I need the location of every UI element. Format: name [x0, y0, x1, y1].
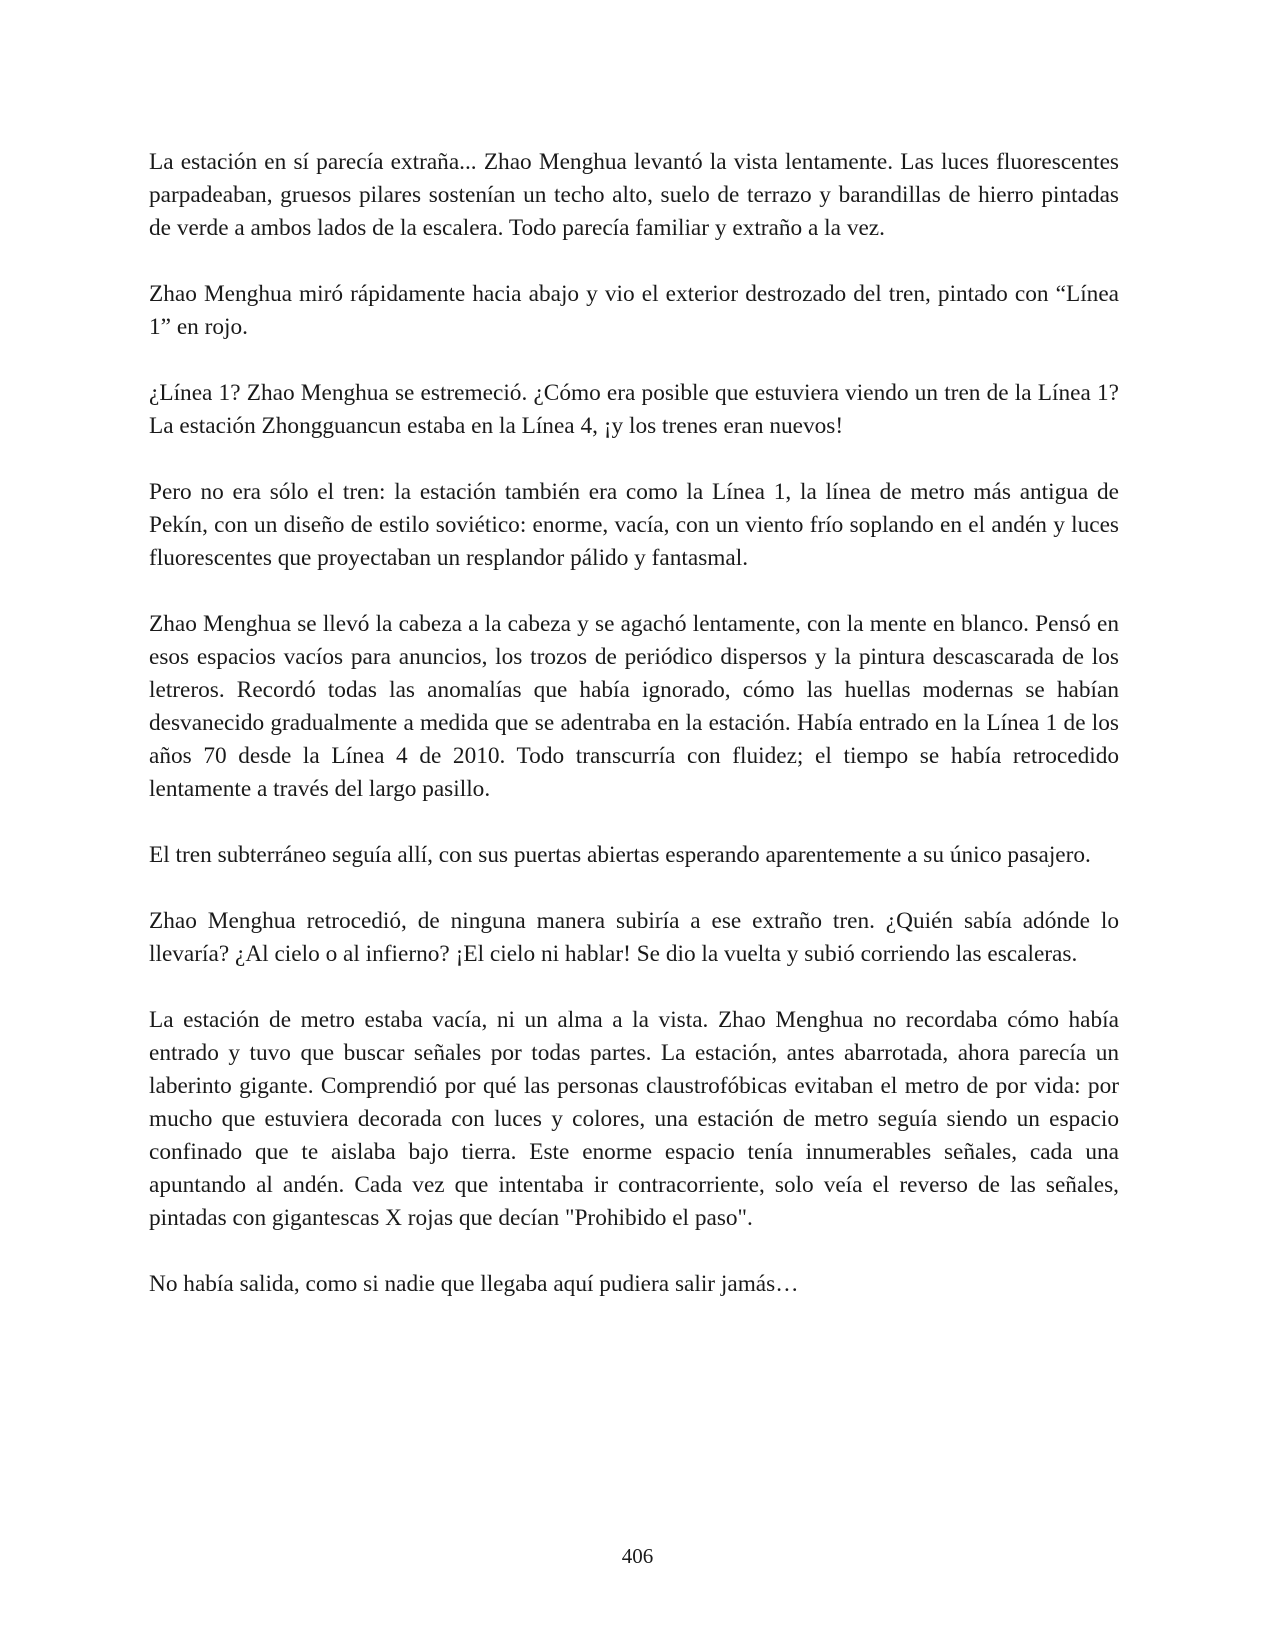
paragraph: La estación en sí parecía extraña... Zhao Menghua levantó la vista lentamente. Las luces fluorescentes parpadeaban, gruesos pilares sostenían un techo alto, suelo de terrazo y barandillas de hierro pintadas de verde a ambos lados de la escalera. Todo parecía familiar y extraño a la vez.: [149, 149, 1119, 241]
paragraph: Zhao Menghua retrocedió, de ninguna manera subiría a ese extraño tren. ¿Quién sabía adónde lo llevaría? ¿Al cielo o al infierno? ¡El cielo ni hablar! Se dio la vuelta y subió corriendo las escaleras.: [149, 908, 1119, 967]
body-text: [149, 146, 1119, 1334]
paragraph: ¿Línea 1? Zhao Menghua se estremeció. ¿Cómo era posible que estuviera viendo un tren de la Línea 1? La estación Zhongguancun estaba en la Línea 4, ¡y los trenes eran nuevos!: [149, 380, 1119, 439]
paragraph: Pero no era sólo el tren: la estación también era como la Línea 1, la línea de metro más antigua de Pekín, con un diseño de estilo soviético: enorme, vacía, con un viento frío soplando en el andén y luces fluorescentes que proyectaban un resplandor pálido y fantasmal.: [149, 479, 1119, 571]
paragraph: Zhao Menghua se llevó la cabeza a la cabeza y se agachó lentamente, con la mente en blanco. Pensó en esos espacios vacíos para anuncios, los trozos de periódico dispersos y la pintura descascarada de los letreros. Recordó todas las anomalías que había ignorado, cómo las huellas modernas se habían desvanecido gradualmente a medida que se adentraba en la estación. Había entrado en la Línea 1 de los años 70 desde la Línea 4 de 2010. Todo transcurría con fluidez; el tiempo se había retrocedido lentamente a través del largo pasillo.: [149, 611, 1119, 802]
paragraph: El tren subterráneo seguía allí, con sus puertas abiertas esperando aparentemente a su único pasajero.: [149, 842, 1091, 868]
paragraph: Zhao Menghua miró rápidamente hacia abajo y vio el exterior destrozado del tren, pintado con “Línea 1” en rojo.: [149, 281, 1119, 340]
page-number: 406: [621, 1544, 654, 1568]
paragraph: La estación de metro estaba vacía, ni un alma a la vista. Zhao Menghua no recordaba cómo había entrado y tuvo que buscar señales por todas partes. La estación, antes abarrotada, ahora parecía un laberinto gigante. Comprendió por qué las personas claustrofóbicas evitaban el metro de por vida: por mucho que estuviera decorada con luces y colores, una estación de metro seguía siendo un espacio confinado que te aislaba bajo tierra. Este enorme espacio tenía innumerables señales, cada una apuntando al andén. Cada vez que intentaba ir contracorriente, solo veía el reverso de las señales, pintadas con gigantescas X rojas que decían "Prohibido el paso".: [149, 1007, 1119, 1231]
paragraph: No había salida, como si nadie que llegaba aquí pudiera salir jamás…: [149, 1271, 799, 1297]
